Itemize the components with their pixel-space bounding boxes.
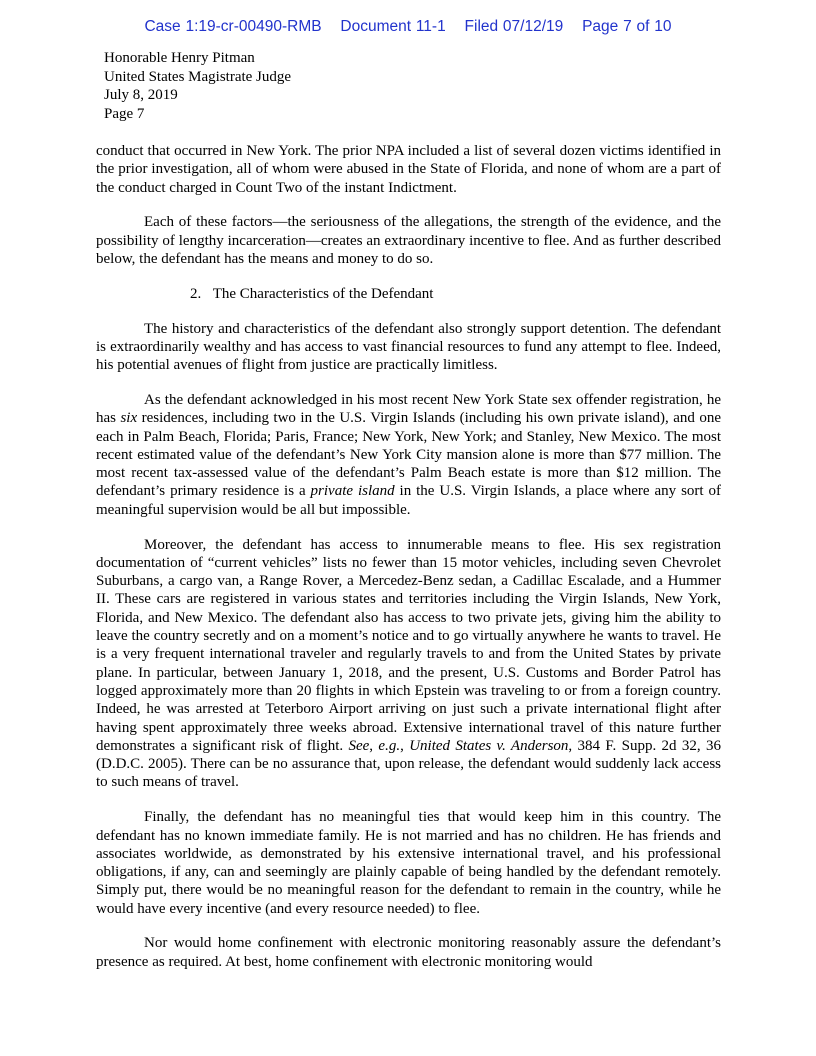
case-number: Case 1:19-cr-00490-RMB — [144, 18, 322, 35]
text-run: Moreover, the defendant has access to innumerable means to flee. His sex registration documentation of “current vehicles” lists no fewer than 15 motor vehicles, including seven Chevrolet Suburbans, a cargo van, a Range Rover, a Mercedez-Benz sedan, a Cadillac Escalade, and a Hummer II. These cars are registered in various states and territories including the Virgin Islands, New York, Florida, and New Mexico. The defendant also has access to two private jets, giving him the ability to leave the country secretly and on a moment’s notice and to go virtually anywhere he wants to travel. He is a very frequent international traveler and regularly travels to and from the United States by private plane. In particular, between January 1, 2018, and the present, U.S. Customs and Border Patrol has logged approximately more than 20 flights in which Epstein was traveling to or from a foreign country. Indeed, he was arrested at Teterboro Airport arriving on just such a private international flight after having spent approximately three weeks abroad. Extensive international travel of this nature further demonstrates a significant risk of flight. — [96, 536, 721, 754]
paragraph-means-to-flee — [96, 536, 721, 792]
section-heading-number: 2. — [190, 285, 202, 302]
section-heading-text: The Characteristics of the Defendant — [212, 285, 434, 302]
paragraph-characteristics: The history and characteristics of the defendant also strongly support detention. The defendant is extraordinarily wealthy and has access to vast financial resources to fund any attempt to flee. Indeed, his potential avenues of flight from justice are practically limitless. — [96, 320, 721, 374]
filed-date: Filed 07/12/19 — [464, 18, 564, 35]
document-number: Document 11-1 — [340, 18, 446, 35]
paragraph-prior-npa: conduct that occurred in New York. The prior NPA included a list of several dozen victims identified in the prior investigation, all of whom were abused in the State of Florida, and none of whom are a part of the conduct charged in Count Two of the instant Indictment. — [96, 143, 721, 196]
text-run: , — [400, 737, 410, 754]
paragraph-ties: Finally, the defendant has no meaningful ties that would keep him in this country. The defendant has no known immediate family. He is not married and has no children. He has friends and associates worldwide, as demonstrated by his extensive international travel, and his professional obligations, if any, can and seemingly are plainly capable of being handled by the defendant remotely. Simply put, there would be no meaningful reason for the defendant to remain in the country, while he would have every incentive (and every resource needed) to flee. — [96, 809, 721, 917]
text-run: in the U.S. Virgin Islands, a place where any sort of meaningful supervision would be all but impossible. — [96, 483, 721, 518]
section-heading — [96, 285, 721, 303]
letter-page-number: Page 7 — [104, 105, 145, 122]
address-block — [104, 49, 291, 123]
letter-date: July 8, 2019 — [104, 87, 178, 103]
emphasis-private-island: private island — [310, 483, 395, 500]
emphasis-six: six — [120, 410, 138, 427]
citation-signal-eg: e.g. — [378, 737, 401, 754]
paragraph-factors: Each of these factors—the seriousness of the allegations, the strength of the evidence, and the possibility of lengthy incarceration—creates an extraordinary incentive to flee. And as further described below, the defendant has the means and money to do so. — [96, 214, 721, 267]
text-run: , 384 F. Supp. 2d 32, 36 (D.D.C. 2005). There can be no assurance that, upon release, the defendant would suddenly lack access to such means of travel. — [96, 737, 722, 791]
citation-signal: See — [348, 737, 370, 754]
addressee-title: United States Magistrate Judge — [104, 68, 292, 85]
page-indicator: Page 7 of 10 — [582, 18, 672, 35]
text-run: , — [369, 737, 379, 754]
text-run: As the defendant acknowledged in his most recent New York State sex offender registration, he has — [96, 391, 721, 427]
paragraph-residences — [96, 391, 721, 519]
text-run: residences, including two in the U.S. Virgin Islands (including his own private island), and one each in Palm Beach, Florida; Paris, France; New York, New York; and Stanley, New Mexico. The most recent estimated value of the defendant’s New York City mansion alone is more than $77 million. The most recent tax-assessed value of the defendant’s Palm Beach estate is more than $12 million. The defendant’s primary residence is a — [96, 410, 721, 500]
addressee-name: Honorable Henry Pitman — [104, 50, 255, 66]
letter-body — [96, 142, 721, 988]
case-citation-name: United States v. Anderson — [409, 737, 569, 754]
paragraph-home-confinement: Nor would home confinement with electronic monitoring reasonably assure the defendant’s presence as required. At best, home confinement with electronic monitoring would — [96, 935, 721, 970]
court-filing-header — [0, 18, 816, 36]
